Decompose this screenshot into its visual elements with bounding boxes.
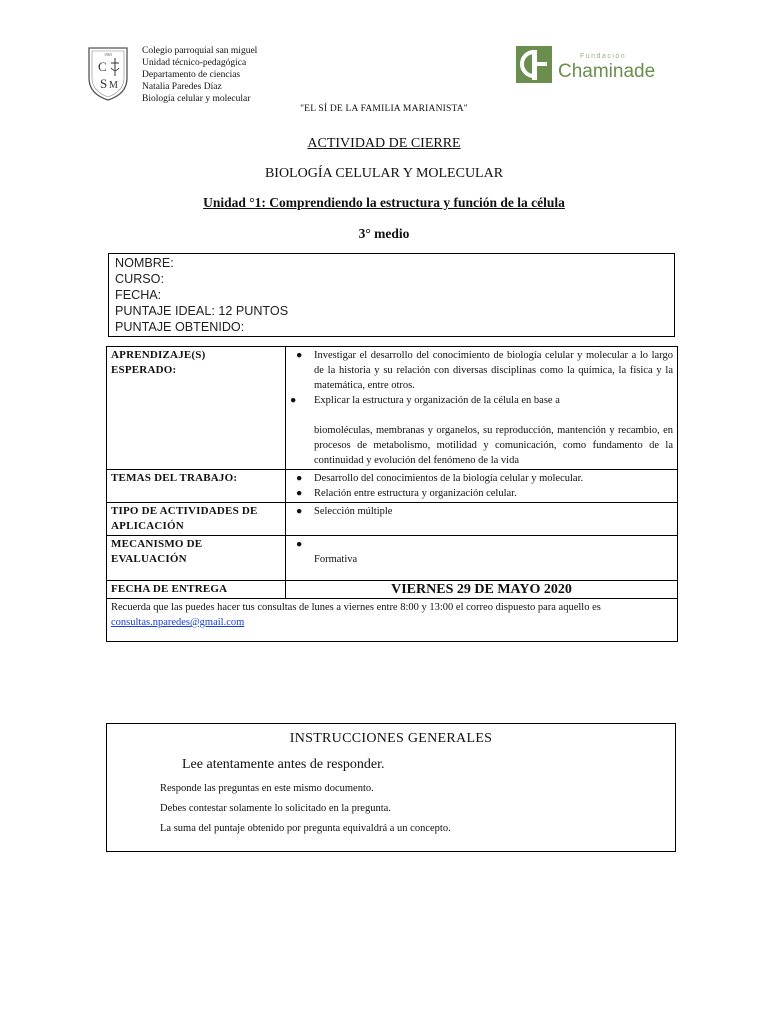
instructions-box xyxy=(106,723,676,852)
list-item: ● Desarrollo del conocimientos de la biología celular y molecular. xyxy=(296,473,584,484)
contact-note: Recuerda que las puedes hacer tus consultas de lunes a viernes entre 8:00 y 13:00 el correo dispuesto para aquello es consultas.nparedes@gmail.com xyxy=(107,599,678,642)
learning-expected-label: APRENDIZAJE(S) ESPERADO: xyxy=(107,347,286,470)
table-row xyxy=(107,599,678,642)
table-row xyxy=(107,470,678,503)
svg-text:M: M xyxy=(109,80,118,91)
school-crest-logo xyxy=(86,44,130,102)
evaluation-label: MECANISMO DE EVALUACIÓN xyxy=(107,536,286,581)
school-unit: Unidad técnico-pedagógica xyxy=(142,58,247,68)
instruction-line: Responde las preguntas en este mismo documento. xyxy=(160,783,374,794)
evaluation-cell xyxy=(286,536,678,581)
list-item: ● Investigar el desarrollo del conocimiento de biología celular y molecular a lo largo de la historia y su relación con diversas disciplinas como la química, la física y la matemática, entre otros. xyxy=(296,350,673,391)
svg-text:C: C xyxy=(98,59,107,74)
table-row xyxy=(107,581,678,599)
course-name: Biología celular y molecular xyxy=(142,94,251,104)
school-department: Departamento de ciencias xyxy=(142,70,241,80)
date-field[interactable]: FECHA: xyxy=(115,288,162,302)
instruction-line: Debes contestar solamente lo solicitado en la pregunta. xyxy=(160,803,391,814)
due-date-value: VIERNES 29 DE MAYO 2020 xyxy=(286,581,678,599)
bullet-icon: ● xyxy=(296,488,303,499)
table-row xyxy=(107,503,678,536)
activity-title: ACTIVIDAD DE CIERRE xyxy=(307,136,461,151)
obtained-score-field[interactable]: PUNTAJE OBTENIDO: xyxy=(115,320,245,334)
school-motto: "EL SÍ DE LA FAMILIA MARIANISTA" xyxy=(300,104,468,114)
instruction-line: La suma del puntaje obtenido por pregunta equivaldrá a un concepto. xyxy=(160,823,451,834)
activity-type-label: TIPO DE ACTIVIDADES DE APLICACIÓN xyxy=(107,503,286,536)
learning-expected-cell xyxy=(286,347,678,470)
school-info xyxy=(142,45,257,105)
svg-text:Fundación: Fundación xyxy=(580,53,627,60)
brand-name: Chaminade xyxy=(558,61,656,82)
email-link[interactable]: consultas.nparedes@gmail.com xyxy=(111,617,245,628)
bullet-icon: ● xyxy=(290,395,297,406)
teacher-name: Natalia Paredes Díaz xyxy=(142,82,222,92)
bullet-icon: ● xyxy=(296,539,303,550)
instructions-title: INSTRUCCIONES GENERALES xyxy=(289,731,493,746)
chaminade-logo xyxy=(514,44,674,86)
school-name: Colegio parroquial san miguel xyxy=(142,46,258,56)
list-item: ● Explicar la estructura y organización de la célula en base a xyxy=(290,395,560,406)
list-item: ● Relación entre estructura y organización celular. xyxy=(296,488,517,499)
activity-type-cell xyxy=(286,503,678,536)
student-info-box xyxy=(108,253,675,337)
bullet-icon: ● xyxy=(296,506,303,517)
name-field[interactable]: NOMBRE: xyxy=(115,256,174,270)
evaluation-value: Formativa xyxy=(314,554,358,565)
unit-title: Unidad °1: Comprendiendo la estructura y función de la célula xyxy=(203,195,565,210)
instructions-lead: Lee atentamente antes de responder. xyxy=(182,757,385,772)
svg-text:S: S xyxy=(100,76,108,91)
topics-label: TEMAS DEL TRABAJO: xyxy=(107,470,286,503)
svg-text:1965: 1965 xyxy=(104,52,112,57)
bullet-icon: ● xyxy=(296,473,303,484)
list-item-continuation: biomoléculas, membranas y organelos, su reproducción, mantención y recambio, en procesos de metabolismo, motilidad y comunicación, como fundamento de la continuidad y evolución del fenómeno de la vida xyxy=(314,425,673,466)
list-item xyxy=(290,537,673,552)
subject-title: BIOLOGÍA CELULAR Y MOLECULAR xyxy=(264,166,504,181)
topics-cell xyxy=(286,470,678,503)
table-row xyxy=(107,347,678,470)
bullet-icon: ● xyxy=(296,350,303,361)
list-item: ● Selección múltiple xyxy=(296,506,393,517)
table-row xyxy=(107,536,678,581)
activity-info-table xyxy=(106,346,678,642)
grade-title: 3° medio xyxy=(358,226,410,241)
due-date-label: FECHA DE ENTREGA xyxy=(107,581,286,599)
course-field[interactable]: CURSO: xyxy=(115,272,164,286)
ideal-score-label: PUNTAJE IDEAL: 12 PUNTOS xyxy=(115,304,289,318)
